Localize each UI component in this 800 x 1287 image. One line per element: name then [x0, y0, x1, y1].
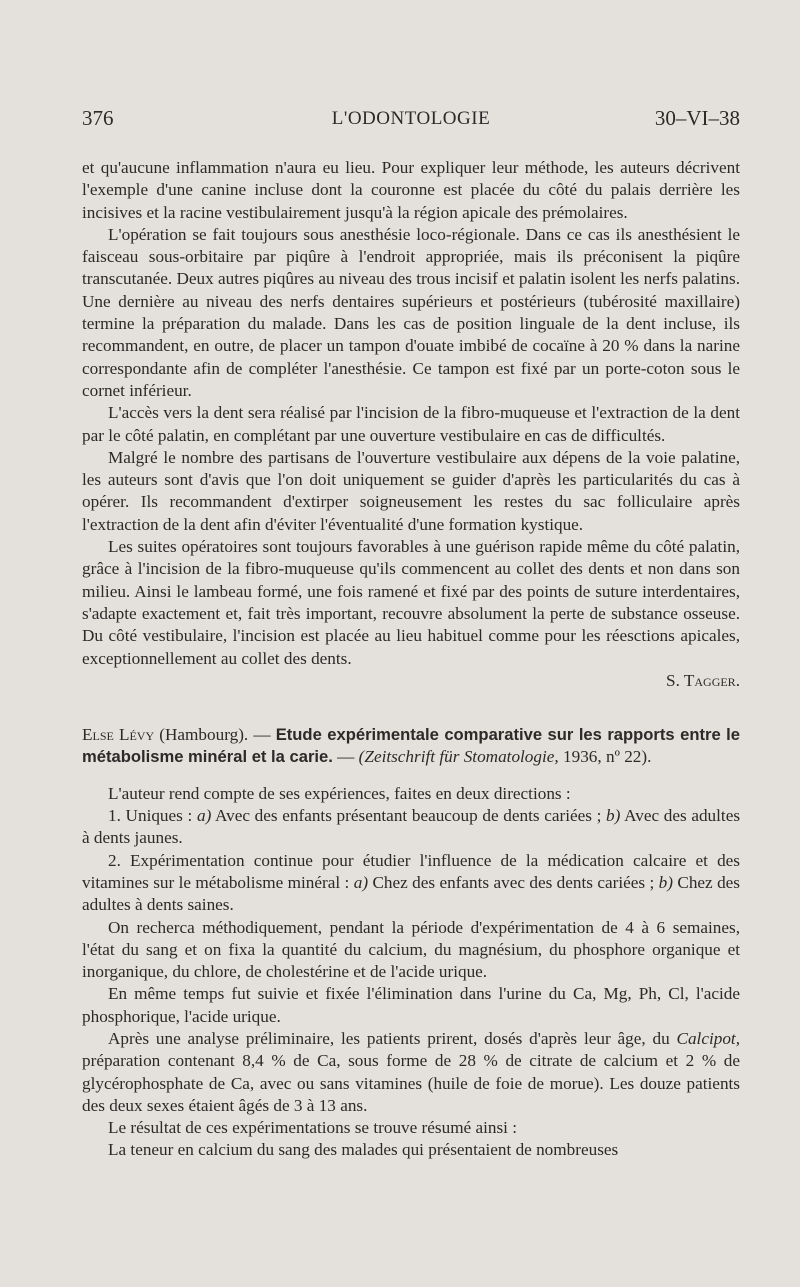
page-body [82, 157, 740, 1162]
page-header [82, 106, 740, 134]
text-run: Chez des adultes à dents saines. [82, 872, 740, 915]
page-number: 376 [82, 106, 114, 130]
paragraph: L'accès vers la dent sera réalisé par l'incision de la fibro-muqueuse et l'extraction de la dent par le côté palatin, en complétant par une ouverture vestibulaire en cas de difficultés. [82, 403, 740, 445]
text-run: Chez des enfants avec des dents cariées ; [368, 872, 659, 892]
review-author: Else Lévy [82, 725, 155, 745]
paragraph: Malgré le nombre des partisans de l'ouverture vestibulaire aux dépens de la voie palatine, les auteurs sont d'avis que l'on doit uniquement se guider d'après les particularités du cas à opérer. Ils recommandent d'extirper soigneusement les restes du sac folliculaire après l'extraction de la dent afin d'éviter l'éventualité d'une formation kystique. [82, 447, 740, 534]
review-city: (Hambourg). — [154, 725, 276, 745]
review-dash: — [332, 747, 359, 767]
paragraph: En même temps fut suivie et fixée l'élimination dans l'urine du Ca, Mg, Ph, Cl, l'acide phosphorique, l'acide urique. [82, 984, 740, 1026]
review-citation: 1936, nº 22). [558, 747, 652, 767]
review-reference [82, 724, 740, 769]
paragraph: Les suites opératoires sont toujours favorables à une guérison rapide même du côté palatin, grâce à l'incision de la fibro-muqueuse qu'ils commencent au collet des dents et non dans son milieu. Ainsi le lambeau formé, une fois ramené et fixé par des points de suture interdentaires, s'adapte exactement et, fait très important, recouvre absolument la perte de substance osseuse. Du côté vestibulaire, l'incision est placée au lieu habituel comme pour les réesctions apicales, exceptionnellement au collet des dents. [82, 537, 740, 668]
spacer [82, 769, 740, 783]
text-run: Après une analyse préliminaire, les patients prirent, dosés d'après leur âge, du [108, 1028, 677, 1048]
paragraph: L'auteur rend compte de ses expériences, faites en deux directions : [108, 783, 571, 803]
text-run: Avec des enfants présentant beaucoup de dents cariées ; [211, 806, 607, 826]
text-run: Calcipot, [676, 1028, 740, 1048]
paragraph: L'opération se fait toujours sous anesthésie loco-régionale. Dans ce cas ils anesthésient le faisceau sous-orbitaire par piqûre à l'endroit appropriée, mais ils préconisent la piqûre transcutanée. Deux autres piqûres au niveau des trous incisif et palatin isolent les nerfs palatins. Une dernière au niveau des nerfs dentaires supérieurs et postérieurs (tubérosité maxillaire) termine la préparation du malade. Dans les cas de position linguale de la dent incluse, ils recommandent, en outre, de placer un tampon d'ouate imbibé de cocaïne à 20 % dans la narine correspondante afin de compléter l'anesthésie. Ce tampon est fixé par un porte-coton sous le cornet inférieur. [82, 224, 740, 400]
text-run: 2. Expérimentation continue pour étudier l'influence de la médication calcaire et des vitamines sur le métabolisme minéral : [82, 850, 740, 892]
review-title: Etude expérimentale comparative sur les rapports entre le métabolisme minéral et la carie. [82, 725, 740, 767]
paragraph: La teneur en calcium du sang des malades qui présentaient de nombreuses [108, 1140, 619, 1160]
issue-date: 30–VI–38 [654, 106, 740, 130]
text-run: Avec des adultes à dents jaunes. [82, 806, 741, 848]
section-gap [82, 692, 740, 724]
text-run: b) [606, 806, 621, 826]
paragraph [82, 850, 740, 917]
review-journal: (Zeitschrift für Stomatologie, [358, 747, 559, 767]
text-run: a) [196, 806, 212, 826]
text-run: préparation contenant 8,4 % de Ca, sous forme de 28 % de citrate de calcium et 2 % de glycérophosphate de Ca, avec ou sans vitamines (huile de foie de morue). Les douze patients des deux sexes étaient âgés de 3 à 13 ans. [82, 1051, 740, 1115]
paragraph [82, 805, 740, 850]
text-run: a) [353, 872, 369, 892]
paragraph: On recherca méthodiquement, pendant la période d'expérimentation de 4 à 6 semaines, l'état du sang et on fixa la quantité du calcium, du magnésium, du phosphore organique et inorganique, du chlore, de cholestérine et de l'acide urique. [82, 917, 740, 982]
paragraph: et qu'aucune inflammation n'aura eu lieu. Pour expliquer leur méthode, les auteurs décrivent l'exemple d'une canine incluse dont la couronne est placée du côté du palais derrière les incisives et la racine vestibulairement jusqu'à la région apicale des prémolaires. [82, 158, 740, 222]
paragraph: Le résultat de ces expérimentations se trouve résumé ainsi : [108, 1118, 518, 1138]
signature: S. Tagger. [666, 670, 740, 690]
paragraph [82, 1028, 740, 1117]
text-run: b) [658, 872, 673, 892]
running-title: L'ODONTOLOGIE [331, 108, 491, 129]
text-run: 1. Uniques : [108, 806, 197, 826]
